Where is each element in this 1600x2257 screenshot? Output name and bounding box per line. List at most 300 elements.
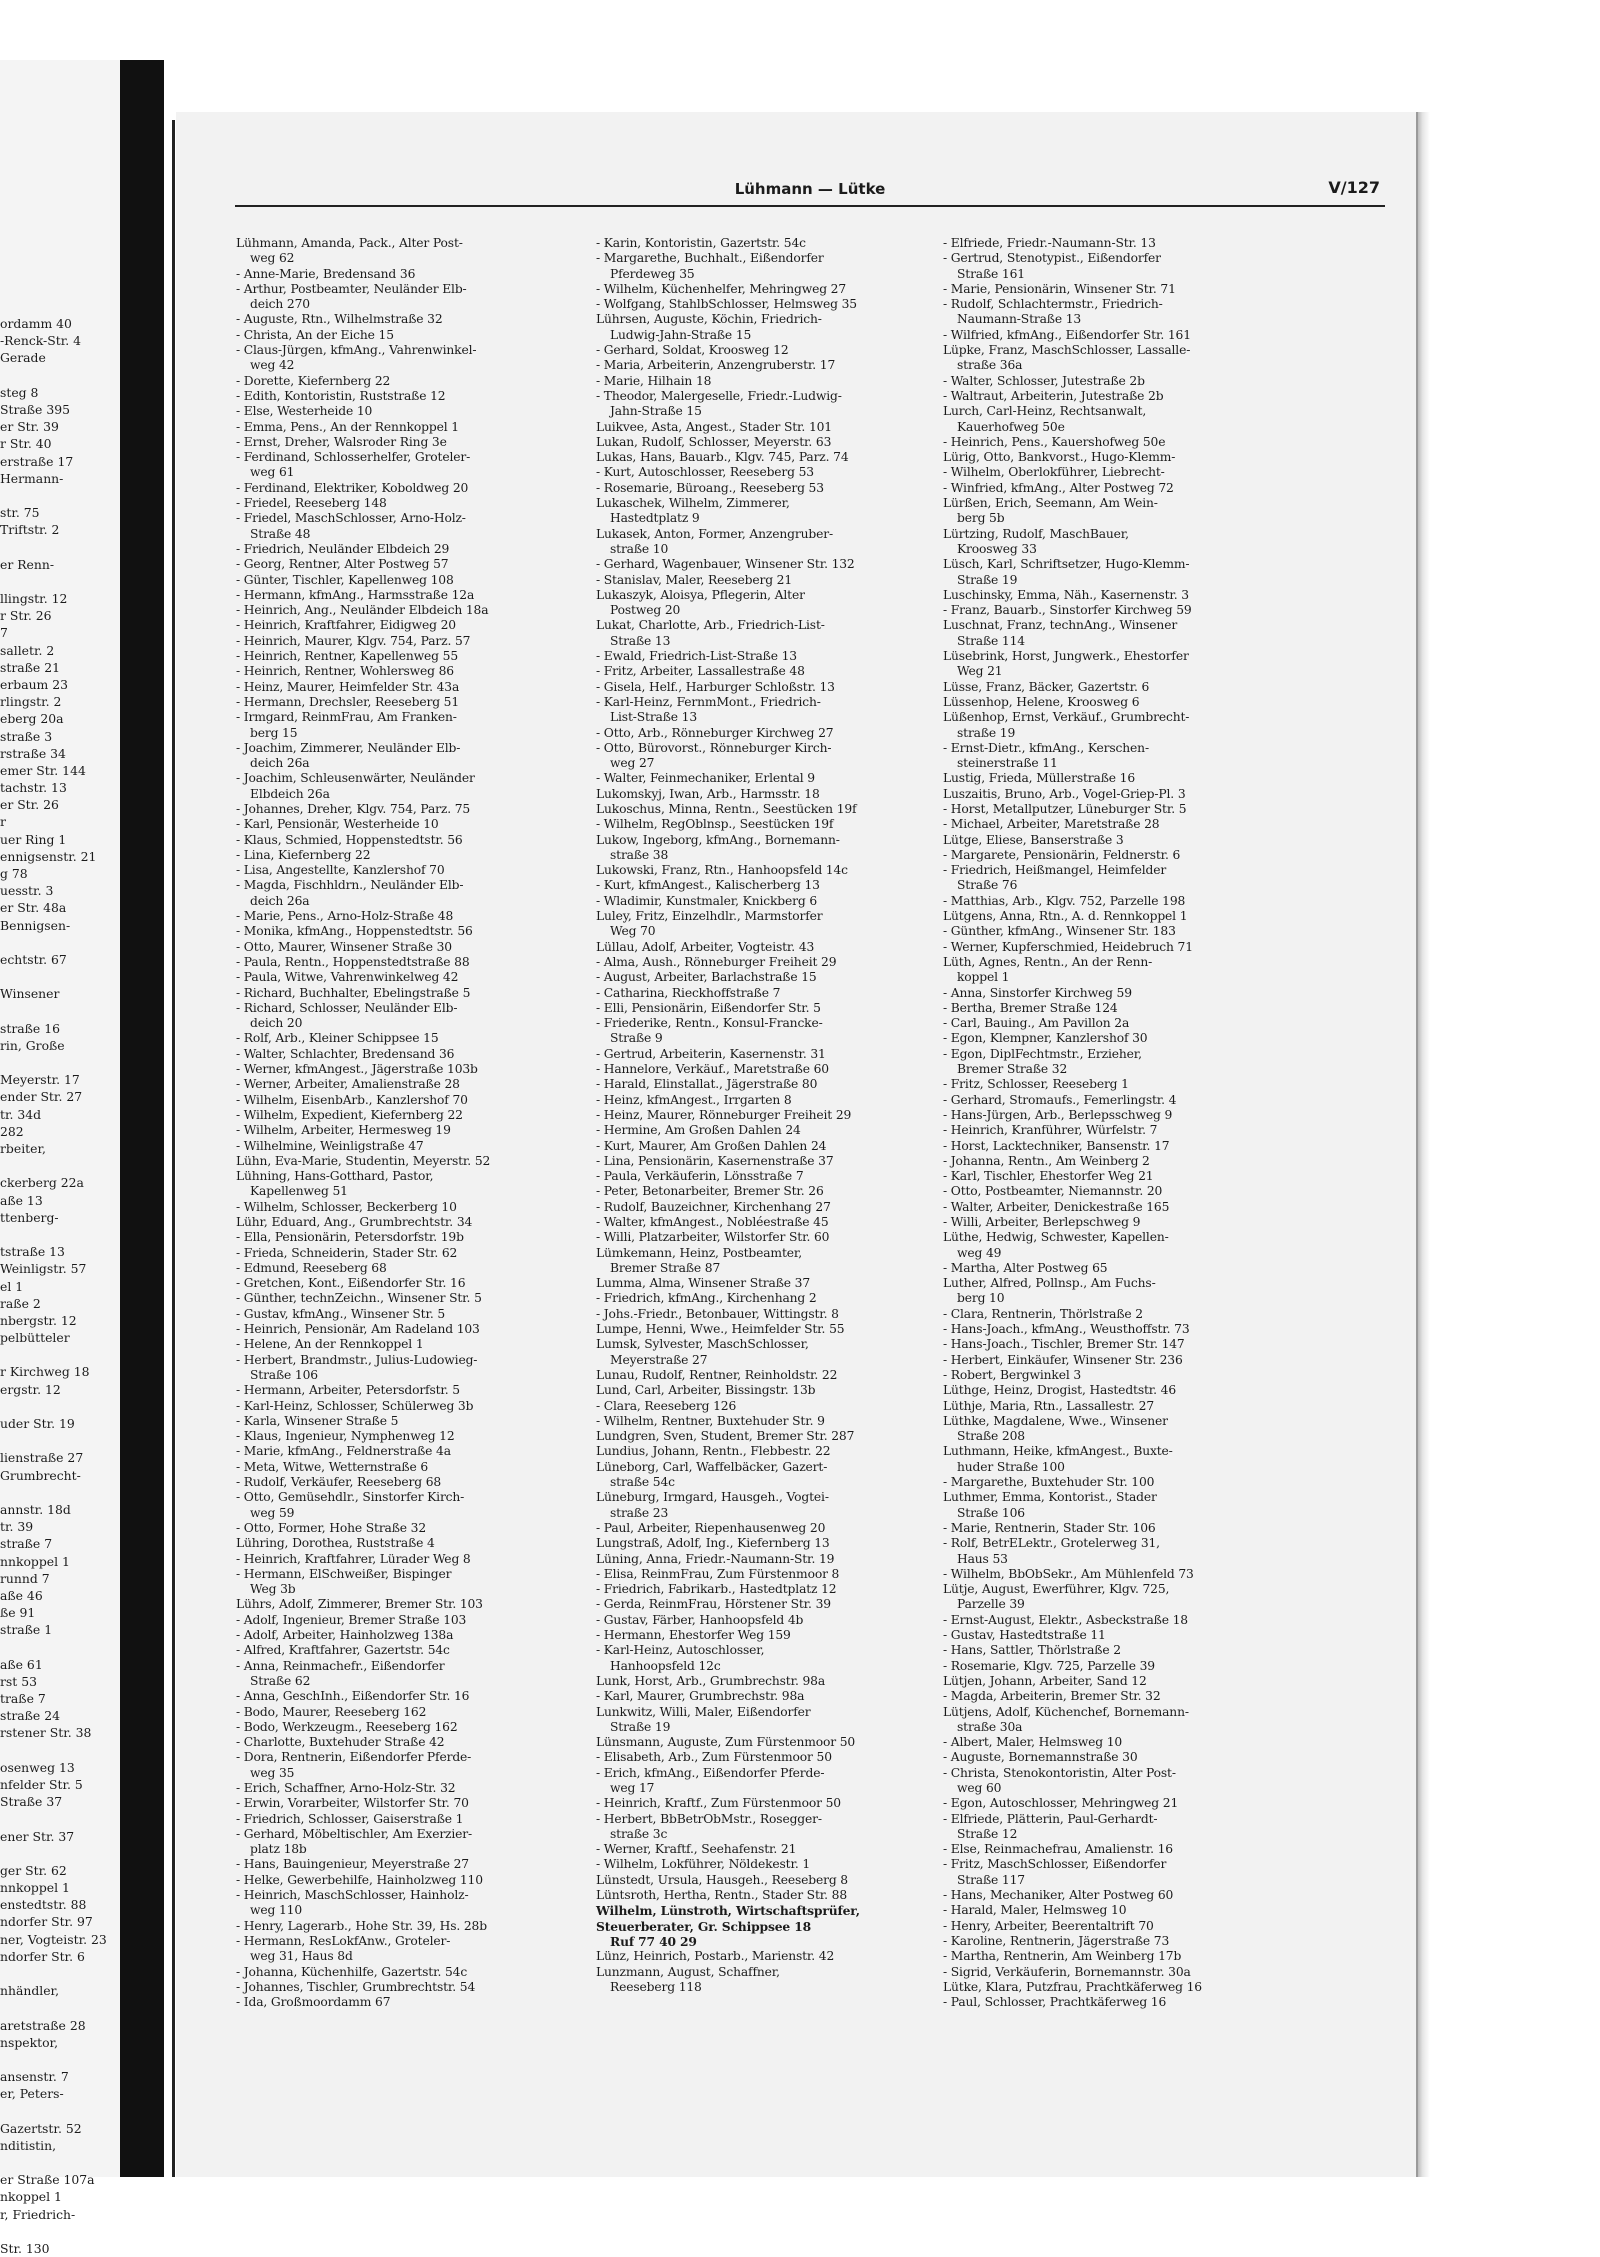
directory-entry-line: - Friedrich, Fabrikarb., Hastedtplatz 12 [596, 1582, 837, 1597]
directory-entry-line: - Gustav, Färber, Hanhoopsfeld 4b [596, 1612, 804, 1627]
directory-entry-line: - Joachim, Zimmerer, Neuländer Elb- [236, 740, 461, 755]
directory-entry-line: Lustig, Frieda, Müllerstraße 16 [943, 771, 1135, 786]
directory-entry-line: - Fritz, Schlosser, Reeseberg 1 [943, 1077, 1129, 1092]
left-fragment-line: str. 75 [0, 505, 40, 521]
left-fragment-line: ttenberg- [0, 1209, 59, 1225]
directory-entry-line: - Friedrich, Neuländer Elbdeich 29 [236, 541, 450, 556]
directory-entry-line: - Marie, Pensionärin, Winsener Str. 71 [943, 281, 1176, 296]
directory-entry-line: Lukomskyj, Iwan, Arb., Harmsstr. 18 [596, 786, 820, 801]
directory-entry-line: - Hans-Joach., Tischler, Bremer Str. 147 [943, 1337, 1185, 1352]
directory-entry-line: - Wilhelm, Lokführer, Nöldekestr. 1 [596, 1857, 811, 1872]
directory-entry-line: Lüth, Agnes, Rentn., An der Renn- [943, 954, 1153, 969]
directory-entry-line: - Ferdinand, Elektriker, Koboldweg 20 [236, 480, 469, 495]
left-fragment-line: Straße 37 [0, 1794, 63, 1810]
directory-entry-line: - Peter, Betonarbeiter, Bremer Str. 26 [596, 1184, 824, 1199]
directory-entry-line: Hanhoopsfeld 12c [610, 1658, 721, 1673]
left-fragment-line: straße 7 [0, 1536, 53, 1552]
directory-entry-line: - Otto, Bürovorst., Rönneburger Kirch- [596, 740, 832, 755]
directory-entry-line: - Friedrich, kfmAng., Kirchenhang 2 [596, 1291, 817, 1306]
left-fragment-line: raße 2 [0, 1295, 41, 1311]
directory-entry-line: - Klaus, Schmied, Hoppenstedtstr. 56 [236, 832, 463, 847]
directory-entry-line: - Kurt, Maurer, Am Großen Dahlen 24 [596, 1138, 827, 1153]
directory-entry-line: - Matthias, Arb., Klgv. 752, Parzelle 198 [943, 893, 1186, 908]
left-fragment-line: Meyerstr. 17 [0, 1072, 80, 1088]
directory-entry-line: - Gertrud, Arbeiterin, Kasernenstr. 31 [596, 1046, 826, 1061]
directory-entry-line: Lundgren, Sven, Student, Bremer Str. 287 [596, 1429, 855, 1444]
directory-entry-line: - Elisabeth, Arb., Zum Fürstenmoor 50 [596, 1750, 832, 1765]
directory-entry-line: Luszaitis, Bruno, Arb., Vogel-Griep-Pl. 3 [943, 786, 1186, 801]
directory-entry-line: - Ernst-Dietr., kfmAng., Kerschen- [943, 740, 1149, 755]
directory-entry-line: berg 5b [957, 511, 1005, 526]
directory-column-2 [596, 236, 944, 1995]
directory-entry-line: Lumpe, Henni, Wwe., Heimfelder Str. 55 [596, 1322, 845, 1337]
left-fragment-line: eberg 20a [0, 711, 64, 727]
directory-entry-line: steinerstraße 11 [957, 756, 1058, 771]
directory-entry-line: - Rosemarie, Klgv. 725, Parzelle 39 [943, 1658, 1155, 1673]
directory-entry-line: Straße 76 [957, 878, 1018, 893]
directory-entry-line: - Friedel, Reeseberg 148 [236, 496, 387, 511]
left-fragment-line: erstraße 17 [0, 453, 74, 469]
directory-column-3 [943, 236, 1291, 2010]
directory-entry-line: Luthmer, Emma, Kontorist., Stader [943, 1490, 1157, 1505]
directory-entry-line: - Egon, Klempner, Kanzlershof 30 [943, 1031, 1148, 1046]
left-fragment-line [0, 2223, 118, 2240]
left-fragment-line: Str. 130 [0, 2241, 50, 2256]
directory-entry-line: - Ewald, Friedrich-List-Straße 13 [596, 649, 797, 664]
left-fragment-line: ordamm 40 [0, 316, 72, 331]
directory-entry-line: - Lisa, Angestellte, Kanzlershof 70 [236, 863, 445, 878]
directory-entry-line: - Magda, Arbeiterin, Bremer Str. 32 [943, 1689, 1161, 1704]
directory-entry-line: Lütjens, Adolf, Küchenchef, Bornemann- [943, 1704, 1189, 1719]
directory-entry-line: - Michael, Arbeiter, Maretstraße 28 [943, 817, 1160, 832]
left-fragment-line: nfelder Str. 5 [0, 1776, 83, 1792]
left-fragment-line [0, 1845, 118, 1862]
directory-entry-line: - Walter, Schlosser, Jutestraße 2b [943, 373, 1145, 388]
directory-entry-line: Lütke, Klara, Putzfrau, Prachtkäferweg 16 [943, 1979, 1202, 1994]
directory-entry-line: - Heinrich, MaschSchlosser, Hainholz- [236, 1888, 469, 1903]
directory-entry-line: Lütgens, Anna, Rtn., A. d. Rennkoppel 1 [943, 909, 1188, 924]
left-fragment-line: ner, Vogteistr. 23 [0, 1931, 107, 1947]
directory-entry-line: - Otto, Maurer, Winsener Straße 30 [236, 939, 452, 954]
left-fragment-line [0, 1226, 118, 1243]
directory-entry-line: - Elfriede, Plätterin, Paul-Gerhardt- [943, 1811, 1158, 1826]
directory-entry-line: - Ella, Pensionärin, Petersdorfstr. 19b [236, 1230, 464, 1245]
directory-entry-line: Lümkemann, Heinz, Postbeamter, [596, 1245, 802, 1260]
directory-entry-line: - Henry, Lagerarb., Hohe Str. 39, Hs. 28b [236, 1918, 487, 1933]
directory-entry-line: - Lina, Kiefernberg 22 [236, 847, 371, 862]
directory-entry-line: Lukasek, Anton, Former, Anzengruber- [596, 526, 833, 541]
left-fragment-line: nnkoppel 1 [0, 1553, 70, 1569]
left-fragment-line [0, 968, 118, 985]
left-fragment-line [0, 367, 118, 384]
directory-entry-line: - Marie, Hilhain 18 [596, 373, 712, 388]
left-fragment-line: Straße 395 [0, 401, 70, 417]
directory-entry-line: - Bertha, Bremer Straße 124 [943, 1000, 1118, 1015]
directory-entry-line: - Anna, Sinstorfer Kirchweg 59 [943, 985, 1132, 1000]
left-fragment-line: echtstr. 67 [0, 951, 67, 967]
directory-entry-line: - Christa, Stenokontoristin, Alter Post- [943, 1765, 1176, 1780]
left-fragment-line: traße 7 [0, 1691, 46, 1706]
directory-entry-line: - Bodo, Maurer, Reeseberg 162 [236, 1704, 427, 1719]
left-fragment-line: nspektor, [0, 2034, 59, 2050]
directory-entry-line: weg 60 [957, 1780, 1002, 1795]
directory-entry-line: - Günther, kfmAng., Winsener Str. 183 [943, 924, 1176, 939]
directory-entry-line: - Herbert, BbBetrObMstr., Rosegger- [596, 1811, 822, 1826]
directory-entry-line: - Ernst, Dreher, Walsroder Ring 3e [236, 434, 447, 449]
directory-entry-line: - Waltraut, Arbeiterin, Jutestraße 2b [943, 388, 1164, 403]
directory-entry-line: - Wilhelmine, Weinligstraße 47 [236, 1138, 424, 1153]
directory-entry-line: - Monika, kfmAng., Hoppenstedtstr. 56 [236, 924, 473, 939]
directory-entry-line: - Werner, kfmAngest., Jägerstraße 103b [236, 1062, 478, 1077]
left-fragment-line: ennigsenstr. 21 [0, 848, 97, 864]
left-fragment-line: Hermann- [0, 470, 64, 486]
directory-entry-line: Lüpke, Franz, MaschSchlosser, Lassalle- [943, 343, 1191, 358]
left-fragment-line: rstraße 34 [0, 745, 66, 761]
directory-entry-line: - Frieda, Schneiderin, Stader Str. 62 [236, 1245, 458, 1260]
directory-entry-line: Ruf 77 40 29 [610, 1933, 697, 1949]
left-fragment-line [0, 487, 118, 504]
directory-entry-line: Lürtzing, Rudolf, MaschBauer, [943, 526, 1129, 541]
directory-entry-line: - Heinrich, Rentner, Kapellenweg 55 [236, 649, 459, 664]
directory-entry-line: - Wilhelm, Arbeiter, Hermesweg 19 [236, 1123, 451, 1138]
directory-entry-line: - Auguste, Rtn., Wilhelmstraße 32 [236, 312, 443, 327]
directory-entry-line: - Horst, Lacktechniker, Bansenstr. 17 [943, 1138, 1170, 1153]
left-fragment-line: straße 24 [0, 1708, 60, 1724]
directory-entry-line: - Heinrich, Kranführer, Würfelstr. 7 [943, 1123, 1158, 1138]
directory-entry-line: - Johanna, Rentn., Am Weinberg 2 [943, 1153, 1150, 1168]
directory-entry-line: straße 54c [610, 1475, 675, 1490]
directory-entry-line: - Gerhard, Stromaufs., Femerlingstr. 4 [943, 1092, 1177, 1107]
directory-entry-line: - Egon, Autoschlosser, Mehringweg 21 [943, 1796, 1179, 1811]
directory-entry-line: - Lina, Pensionärin, Kasernenstraße 37 [596, 1153, 834, 1168]
directory-entry-line: Straße 9 [610, 1031, 663, 1046]
page-number: V/127 [1328, 178, 1380, 197]
directory-entry-line: - Charlotte, Buxtehuder Straße 42 [236, 1735, 445, 1750]
directory-entry-line: - Alma, Aush., Rönneburger Freiheit 29 [596, 954, 837, 969]
directory-entry-line: weg 35 [250, 1765, 295, 1780]
directory-entry-line: - Heinz, kfmAngest., Irrgarten 8 [596, 1092, 792, 1107]
directory-entry-line: - Hans, Mechaniker, Alter Postweg 60 [943, 1888, 1174, 1903]
left-fragment-line: Bennigsen- [0, 917, 71, 933]
left-fragment-line: nhändler, [0, 1983, 60, 1999]
directory-entry-line: berg 10 [957, 1291, 1005, 1306]
directory-entry-line: Lumsk, Sylvester, MaschSchlosser, [596, 1337, 809, 1352]
directory-entry-line: Lüsebrink, Horst, Jungwerk., Ehestorfer [943, 649, 1189, 664]
directory-entry-line: Lühn, Eva-Marie, Studentin, Meyerstr. 52 [236, 1153, 491, 1168]
directory-entry-line: - Edith, Kontoristin, Ruststraße 12 [236, 388, 446, 403]
left-fragment-line: runnd 7 [0, 1570, 50, 1586]
directory-entry-line: - August, Arbeiter, Barlachstraße 15 [596, 970, 817, 985]
directory-entry-line: - Hermine, Am Großen Dahlen 24 [596, 1123, 801, 1138]
left-fragment-line: rin, Große [0, 1037, 65, 1053]
directory-entry-line: - Walter, kfmAngest., Nobléestraße 45 [596, 1215, 829, 1229]
directory-entry-line: - Elisa, ReinmFrau, Zum Fürstenmoor 8 [596, 1566, 840, 1581]
directory-entry-line: - Ferdinand, Schlosserhelfer, Groteler- [236, 450, 471, 465]
directory-entry-line: Lüning, Anna, Friedr.-Naumann-Str. 19 [596, 1551, 835, 1566]
directory-entry-line: weg 42 [250, 358, 295, 373]
left-fragment-line: osenweg 13 [0, 1759, 75, 1775]
directory-entry-line: - Dora, Rentnerin, Eißendorfer Pferde- [236, 1750, 472, 1765]
directory-entry-line: platz 18b [250, 1842, 307, 1857]
header-rule [235, 205, 1385, 207]
directory-entry-line: - Hans-Joach., kfmAng., Weusthoffstr. 73 [943, 1322, 1190, 1337]
left-fragment-line [0, 1965, 118, 1982]
left-fragment-line [0, 2051, 118, 2068]
directory-entry-line: - Karl-Heinz, Schlosser, Schülerweg 3b [236, 1398, 474, 1413]
left-page [0, 60, 120, 2256]
directory-entry-line: weg 27 [610, 756, 655, 771]
directory-entry-line: - Heinrich, Kraftfahrer, Lürader Weg 8 [236, 1551, 471, 1566]
left-fragment-line: Winsener [0, 986, 60, 1002]
directory-entry-line: Lünz, Heinrich, Postarb., Marienstr. 42 [596, 1949, 835, 1964]
directory-entry-line: - Heinrich, Ang., Neuländer Elbdeich 18a [236, 603, 489, 618]
directory-entry-line: Lukat, Charlotte, Arb., Friedrich-List- [596, 618, 825, 633]
directory-entry-line: Elbdeich 26a [250, 786, 330, 801]
left-fragment-line: uer Ring 1 [0, 831, 67, 847]
directory-entry-line: - Harald, Elinstallat., Jägerstraße 80 [596, 1077, 818, 1092]
directory-entry-line: huder Straße 100 [957, 1459, 1065, 1474]
left-fragment-line: r Str. 40 [0, 436, 52, 452]
left-fragment-line: er Straße 107a [0, 2172, 95, 2188]
left-fragment-line: emer Str. 144 [0, 762, 86, 778]
directory-entry-line: - Friedel, MaschSchlosser, Arno-Holz- [236, 511, 466, 526]
directory-entry-line: - Gerhard, Möbeltischler, Am Exerzier- [236, 1826, 473, 1841]
book-spine-shadow [120, 60, 164, 2177]
directory-entry-line: - Clara, Rentnerin, Thörlstraße 2 [943, 1306, 1143, 1321]
directory-entry-line: weg 31, Haus 8d [250, 1949, 353, 1964]
left-fragment-line [0, 573, 118, 590]
directory-entry-line: Lüthe, Hedwig, Schwester, Kapellen- [943, 1230, 1169, 1245]
directory-entry-line: Lüthge, Heinz, Drogist, Hastedtstr. 46 [943, 1383, 1177, 1398]
directory-entry-line: - Harald, Maler, Helmsweg 10 [943, 1903, 1127, 1918]
directory-entry-line: Straße 13 [610, 633, 671, 648]
directory-entry-line: deich 26a [250, 893, 310, 908]
directory-entry-line: Lunkwitz, Willi, Maler, Eißendorfer [596, 1704, 811, 1719]
left-fragment-line: ergstr. 12 [0, 1381, 61, 1397]
directory-entry-line: straße 38 [610, 847, 669, 862]
directory-entry-line: - Karl, Pensionär, Westerheide 10 [236, 817, 439, 832]
left-fragment-line: el 1 [0, 1278, 24, 1294]
directory-entry-line: - Karl-Heinz, Autoschlosser, [596, 1643, 765, 1658]
left-fragment-line: nbergstr. 12 [0, 1312, 77, 1328]
directory-entry-line: - Otto, Gemüsehdlr., Sinstorfer Kirch- [236, 1490, 465, 1505]
directory-entry-line: Lüllau, Adolf, Arbeiter, Vogteistr. 43 [596, 939, 815, 954]
left-fragment-line [0, 934, 118, 951]
directory-entry-line: - Wilhelm, EisenbArb., Kanzlershof 70 [236, 1092, 468, 1107]
directory-entry-line: Lüthke, Magdalene, Wwe., Winsener [943, 1413, 1168, 1428]
left-fragment-line: r Kirchweg 18 [0, 1364, 90, 1380]
directory-entry-line: - Hermann, ElSchweißer, Bispinger [236, 1566, 452, 1581]
directory-entry-line: - Irmgard, ReinmFrau, Am Franken- [236, 710, 457, 725]
directory-entry-line: - Gertrud, Stenotypist., Eißendorfer [943, 251, 1161, 266]
directory-entry-line: - Christa, An der Eiche 15 [236, 327, 394, 342]
directory-entry-line: weg 62 [250, 251, 295, 266]
left-fragment-line: ener Str. 37 [0, 1828, 75, 1844]
directory-entry-line: - Johannes, Dreher, Klgv. 754, Parz. 75 [236, 801, 471, 816]
directory-entry-line: List-Straße 13 [610, 710, 698, 725]
directory-entry-line: - Johannes, Tischler, Grumbrechtstr. 54 [236, 1979, 476, 1994]
directory-entry-line: - Karl, Maurer, Grumbrechstr. 98a [596, 1689, 805, 1704]
directory-entry-line: - Maria, Arbeiterin, Anzengruberstr. 17 [596, 358, 836, 373]
directory-entry-line: Lüßenhop, Ernst, Verkäuf., Grumbrecht- [943, 710, 1190, 725]
page-edge [1418, 112, 1430, 2177]
left-fragment-line: ger Str. 62 [0, 1862, 67, 1878]
left-fragment-line: ße 91 [0, 1605, 36, 1621]
left-fragment-line: ndorfer Str. 97 [0, 1914, 93, 1930]
directory-entry-line: Luley, Fritz, Einzelhdlr., Marmstorfer [596, 909, 823, 924]
directory-entry-line: Kroosweg 33 [957, 541, 1037, 556]
directory-entry-line: Haus 53 [957, 1551, 1008, 1566]
directory-entry-line: - Emma, Pens., An der Rennkoppel 1 [236, 419, 459, 434]
directory-entry-line: Luther, Alfred, Pollnsp., Am Fuchs- [943, 1276, 1156, 1291]
left-fragment-line: nnkoppel 1 [0, 1880, 70, 1896]
left-fragment-line: -Renck-Str. 4 [0, 333, 82, 349]
directory-entry-line: Lüthje, Maria, Rtn., Lassallestr. 27 [943, 1398, 1155, 1413]
left-fragment-line [0, 1157, 118, 1174]
left-fragment-line: rbeiter, [0, 1141, 46, 1156]
directory-entry-line: Lüsse, Franz, Bäcker, Gazertstr. 6 [943, 679, 1150, 694]
left-fragment-line: ender Str. 27 [0, 1089, 83, 1105]
left-fragment-line: steg 8 [0, 384, 39, 400]
directory-entry-line: Lünsmann, Auguste, Zum Fürstenmoor 50 [596, 1735, 856, 1750]
directory-entry-line: - Hermann, Ehestorfer Weg 159 [596, 1628, 791, 1643]
directory-entry-line: Lühr, Eduard, Ang., Grumbrechtstr. 34 [236, 1215, 473, 1229]
left-fragment-line: aße 61 [0, 1656, 43, 1672]
directory-entry-line: Luschnat, Franz, technAng., Winsener [943, 618, 1178, 633]
directory-entry-line: - Arthur, Postbeamter, Neuländer Elb- [236, 281, 467, 296]
left-fragment-line [0, 1810, 118, 1827]
directory-entry-line: - Karl, Tischler, Ehestorfer Weg 21 [943, 1169, 1154, 1184]
left-fragment-line: enstedtstr. 88 [0, 1897, 87, 1913]
directory-entry-line: - Gisela, Helf., Harburger Schloßstr. 13 [596, 679, 835, 694]
directory-entry-line: Straße 48 [250, 526, 311, 541]
left-fragment-line: annstr. 18d [0, 1501, 71, 1517]
directory-entry-line: Lunau, Rudolf, Rentner, Reinholdstr. 22 [596, 1367, 838, 1382]
directory-entry-line: Weg 3b [250, 1582, 296, 1597]
left-fragment-line: er, Peters- [0, 2086, 64, 2102]
left-fragment-line: aretstraße 28 [0, 2017, 86, 2033]
directory-entry-line: berg 15 [250, 725, 298, 740]
directory-entry-line: straße 23 [610, 1505, 669, 1520]
directory-entry-line: Lürig, Otto, Bankvorst., Hugo-Klemm- [943, 450, 1176, 465]
directory-entry-line: weg 49 [957, 1245, 1002, 1260]
left-fragment-line: r Str. 26 [0, 608, 52, 624]
directory-entry-line: - Wilhelm, Küchenhelfer, Mehringweg 27 [596, 281, 847, 296]
directory-entry-line: - Robert, Bergwinkel 3 [943, 1367, 1082, 1382]
directory-entry-line: straße 19 [957, 725, 1016, 740]
directory-entry-line: Straße 19 [610, 1719, 671, 1734]
directory-entry-line: - Gerda, ReinmFrau, Hörstener Str. 39 [596, 1597, 831, 1612]
directory-entry-line: - Martha, Alter Postweg 65 [943, 1260, 1108, 1275]
directory-entry-line: - Walter, Arbeiter, Denickestraße 165 [943, 1199, 1170, 1214]
directory-entry-line: - Paul, Arbeiter, Riepenhausenweg 20 [596, 1520, 826, 1535]
directory-entry-line: - Klaus, Ingenieur, Nymphenweg 12 [236, 1429, 455, 1444]
directory-entry-line: - Rudolf, Verkäufer, Reeseberg 68 [236, 1475, 442, 1490]
directory-entry-line: - Bodo, Werkzeugm., Reeseberg 162 [236, 1719, 458, 1734]
directory-entry-line: - Gustav, kfmAng., Winsener Str. 5 [236, 1306, 446, 1321]
directory-entry-line: - Johs.-Friedr., Betonbauer, Wittingstr. 8 [596, 1306, 839, 1321]
directory-entry-line: Straße 12 [957, 1826, 1018, 1841]
directory-entry-line: weg 110 [250, 1903, 303, 1918]
directory-entry-line: Lürßen, Erich, Seemann, Am Wein- [943, 496, 1158, 511]
directory-entry-line: Lütge, Eliese, Banserstraße 3 [943, 832, 1124, 847]
directory-entry-line: - Paula, Witwe, Vahrenwinkelweg 42 [236, 970, 459, 985]
directory-entry-line: - Johanna, Küchenhilfe, Gazertstr. 54c [236, 1964, 468, 1979]
directory-entry-line: Bremer Straße 32 [957, 1062, 1068, 1077]
directory-entry-line: Lührsen, Auguste, Köchin, Friedrich- [596, 312, 822, 327]
directory-entry-line: - Henry, Arbeiter, Beerentaltrift 70 [943, 1918, 1154, 1933]
directory-entry-line: - Rosemarie, Büroang., Reeseberg 53 [596, 480, 824, 495]
directory-entry-line: Lütjen, Johann, Arbeiter, Sand 12 [943, 1673, 1147, 1688]
directory-entry-line: - Werner, Arbeiter, Amalienstraße 28 [236, 1077, 460, 1092]
directory-entry-line: - Herbert, Brandmstr., Julius-Ludowieg- [236, 1352, 478, 1367]
left-fragment-line [0, 1432, 118, 1449]
left-fragment-line [0, 1999, 118, 2016]
directory-entry-line: - Erich, Schaffner, Arno-Holz-Str. 32 [236, 1780, 456, 1795]
directory-entry-line: Parzelle 39 [957, 1597, 1025, 1612]
left-fragment-line: uder Str. 19 [0, 1416, 75, 1431]
left-fragment-line: er Str. 48a [0, 900, 67, 916]
directory-entry-line: - Wilhelm, Schlosser, Beckerberg 10 [236, 1199, 457, 1214]
directory-entry-line: - Karoline, Rentnerin, Jägerstraße 73 [943, 1933, 1170, 1948]
directory-entry-line: - Gerhard, Soldat, Kroosweg 12 [596, 343, 789, 358]
left-fragment-line [0, 1054, 118, 1071]
left-fragment-line: ckerberg 22a [0, 1175, 84, 1191]
directory-entry-line: - Günter, Tischler, Kapellenweg 108 [236, 572, 454, 587]
directory-entry-line: weg 61 [250, 465, 295, 480]
directory-entry-line: - Horst, Metallputzer, Lüneburger Str. 5 [943, 801, 1187, 816]
directory-entry-line: - Heinz, Maurer, Heimfelder Str. 43a [236, 679, 460, 694]
left-fragment-line [0, 1398, 118, 1415]
left-fragment-line [0, 1484, 118, 1501]
directory-entry-line: weg 17 [610, 1780, 655, 1795]
directory-entry-line: - Werner, Kraftf., Seehafenstr. 21 [596, 1842, 797, 1857]
directory-entry-line: - Anna, Reinmachefr., Eißendorfer [236, 1658, 445, 1673]
left-fragment-line: straße 16 [0, 1020, 60, 1036]
directory-entry-line: - Catharina, Rieckhoffstraße 7 [596, 985, 781, 1000]
directory-entry-line: - Adolf, Arbeiter, Hainholzweg 138a [236, 1628, 454, 1643]
directory-entry-line: - Wilhelm, RegOblnsp., Seestücken 19f [596, 817, 834, 832]
directory-entry-line: - Egon, DiplFechtmstr., Erzieher, [943, 1046, 1142, 1061]
directory-entry-line: - Wolfgang, StahlbSchlosser, Helmsweg 35 [596, 297, 857, 312]
directory-entry-line: - Paula, Verkäuferin, Lönsstraße 7 [596, 1169, 804, 1184]
running-head-title: Lühmann — Lütke [734, 180, 886, 198]
directory-entry-line: Lüssenhop, Helene, Kroosweg 6 [943, 694, 1140, 709]
directory-entry-line: straße 3c [610, 1826, 668, 1841]
directory-entry-line: - Karl-Heinz, FernmMont., Friedrich- [596, 694, 821, 709]
left-fragment-line: tstraße 13 [0, 1244, 65, 1260]
directory-entry-line: Jahn-Straße 15 [610, 404, 702, 419]
directory-entry-line: - Wilhelm, Rentner, Buxtehuder Str. 9 [596, 1413, 825, 1428]
directory-entry-line: - Walter, Feinmechaniker, Erlental 9 [596, 771, 815, 786]
directory-entry-line: Lühning, Hans-Gotthard, Pastor, [236, 1169, 434, 1184]
directory-entry-line: Lühmann, Amanda, Pack., Alter Post- [236, 236, 463, 250]
left-fragment-line: aße 13 [0, 1192, 43, 1208]
directory-entry-line: straße 10 [610, 541, 669, 556]
directory-entry-line: - Ernst-August, Elektr., Asbeckstraße 18 [943, 1612, 1188, 1627]
directory-entry-line: - Friedrich, Heißmangel, Heimfelder [943, 863, 1167, 878]
directory-entry-line: Lund, Carl, Arbeiter, Bissingstr. 13b [596, 1383, 816, 1398]
directory-entry-line: - Wilhelm, Oberlokführer, Liebrecht- [943, 465, 1165, 480]
directory-entry-line: Lungstraß, Adolf, Ing., Kiefernberg 13 [596, 1536, 830, 1551]
directory-entry-line: - Karin, Kontoristin, Gazertstr. 54c [596, 236, 806, 250]
directory-entry-line: - Elli, Pensionärin, Eißendorfer Str. 5 [596, 1000, 821, 1015]
directory-entry-line: weg 59 [250, 1505, 295, 1520]
directory-entry-line: - Heinrich, Maurer, Klgv. 754, Parz. 57 [236, 633, 471, 648]
directory-entry-line: Luikvee, Asta, Angest., Stader Str. 101 [596, 419, 832, 434]
directory-entry-line: - Willi, Platzarbeiter, Wilstorfer Str. 60 [596, 1230, 830, 1245]
directory-entry-line: - Dorette, Kiefernberg 22 [236, 373, 391, 388]
